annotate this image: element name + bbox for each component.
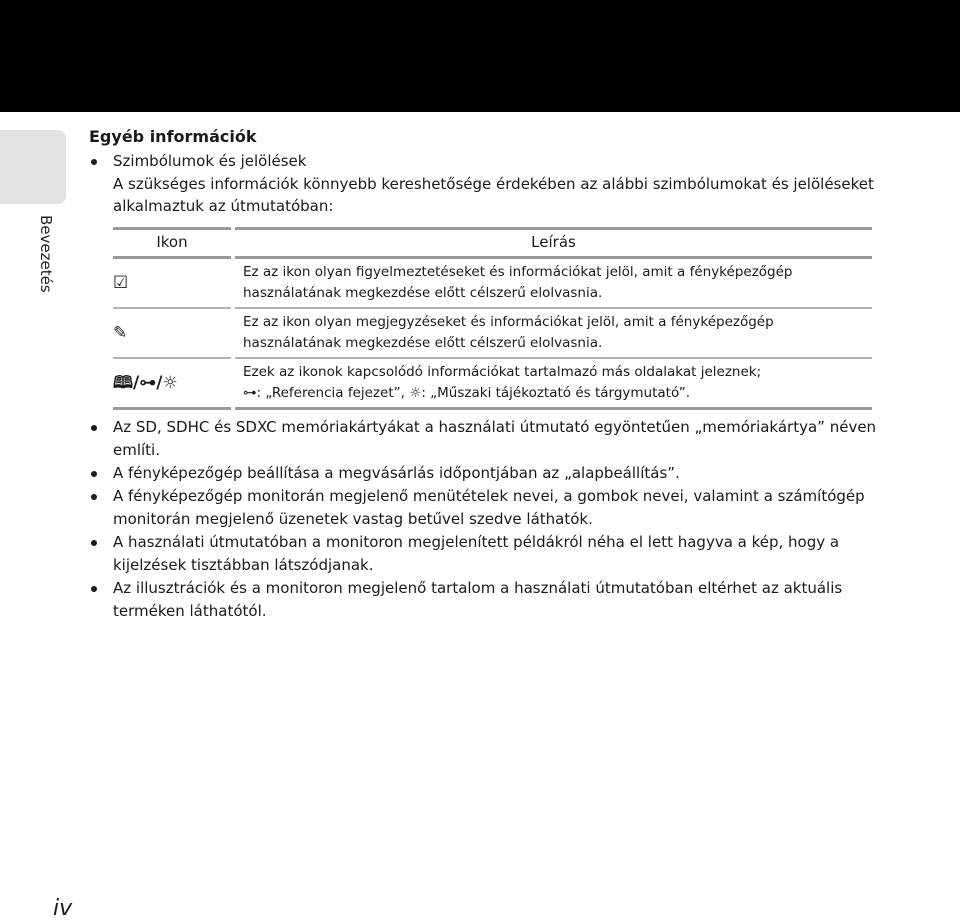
tech-info-icon: ☼ — [409, 385, 422, 401]
main-content — [89, 126, 879, 623]
reference-text: : „Referencia fejezet”, — [256, 385, 410, 401]
intro-bullet: Szimbólumok és jelölések — [89, 150, 879, 173]
reference-icon: ⊶ — [243, 385, 257, 401]
tech-info-icon: ☼ — [162, 372, 178, 393]
row-description — [233, 358, 872, 409]
warning-check-icon: ☑ — [113, 258, 233, 309]
table-row — [113, 258, 872, 309]
list-item: A fényképezőgép monitorán megjelenő menütételek nevei, a gombok nevei, valamint a számítógép monitorán megjelenő üzenetek vastag betűvel szedve láthatók. — [89, 485, 879, 531]
row-description: Ez az ikon olyan megjegyzéseket és információkat jelöl, amit a fényképezőgép használatának megkezdése előtt célszerű elolvasnia. — [233, 308, 872, 358]
table-row — [113, 308, 872, 358]
note-pencil-icon: ✎ — [113, 308, 233, 358]
intro-text: A szükséges információk könnyebb kereshetősége érdekében az alábbi szimbólumokat és jelöléseket alkalmaztuk az útmutatóban: — [113, 175, 874, 215]
reference-icon: ⊶ — [139, 372, 157, 393]
list-item: Az illusztrációk és a monitoron megjelenő tartalom a használati útmutatóban eltérhet az aktuális terméken láthatótól. — [89, 577, 879, 623]
reference-line-2 — [243, 383, 866, 404]
table-row — [113, 358, 872, 409]
top-black-bar — [0, 0, 960, 112]
book-icon: 🕮 — [113, 372, 134, 393]
row-description: Ez az ikon olyan figyelmeztetéseket és információkat jelöl, amit a fényképezőgép használatának megkezdése előtt célszerű elolvasnia. — [233, 258, 872, 309]
list-item: A fényképezőgép beállítása a megvásárlás időpontjában az „alapbeállítás”. — [89, 462, 879, 485]
slash-separator: / — [156, 372, 163, 393]
page-number: iv — [53, 896, 73, 921]
header-icon: Ikon — [113, 229, 233, 258]
header-description: Leírás — [233, 229, 872, 258]
reference-icons-cell — [113, 358, 233, 409]
table-header-row — [113, 229, 872, 258]
chapter-tab-label: Bevezetés — [37, 215, 55, 293]
list-item: Az SD, SDHC és SDXC memóriakártyákat a használati útmutató egyöntetűen „memóriakártya” néven említi. — [89, 416, 879, 462]
section-title: Egyéb információk — [89, 127, 257, 146]
slash-separator: / — [133, 372, 140, 393]
symbols-table — [113, 227, 872, 410]
chapter-tab — [0, 130, 66, 204]
tech-info-text: : „Műszaki tájékoztató és tárgymutató”. — [421, 385, 691, 401]
list-item: A használati útmutatóban a monitoron megjelenített példákról néha el lett hagyva a kép, hogy a kijelzések tisztábban látszódjanak. — [89, 531, 879, 577]
reference-line-1: Ezek az ikonok kapcsolódó információkat tartalmazó más oldalakat jeleznek; — [243, 364, 762, 380]
